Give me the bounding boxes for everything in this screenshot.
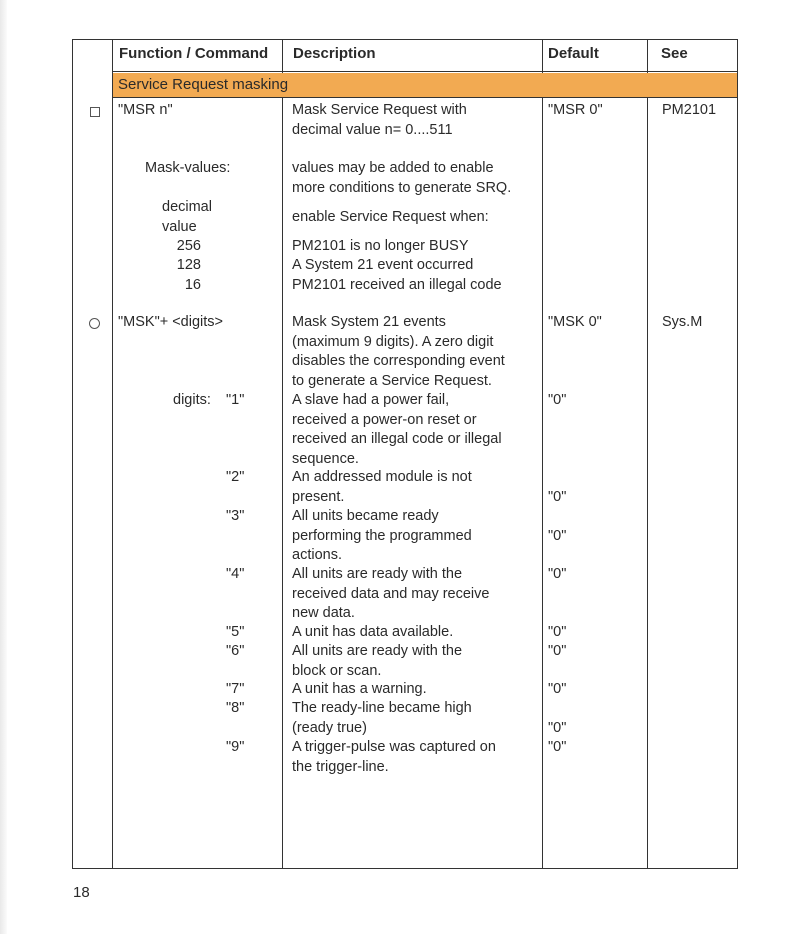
digit-desc: performing the programmed: [292, 527, 472, 544]
column-rule-3: [542, 40, 543, 868]
decimal-value-label: decimal: [162, 199, 212, 215]
digit-key: "7": [226, 681, 245, 697]
mask-value-desc: PM2101 is no longer BUSY: [292, 237, 469, 254]
mask-value: 256: [176, 237, 201, 254]
digit-key: "4": [226, 566, 245, 582]
digit-desc: All units are ready with the: [292, 643, 463, 659]
digits-label: digits:: [173, 392, 211, 408]
header-default: Default: [548, 45, 599, 62]
msr-description-line: Mask Service Request with: [292, 102, 467, 118]
msr-description-line: decimal value n= 0....511: [292, 121, 453, 138]
msr-command: "MSR n": [118, 102, 173, 118]
header-description: Description: [293, 45, 376, 62]
digit-desc: The ready-line became high: [292, 700, 472, 716]
mask-value-desc: PM2101 received an illegal code: [292, 276, 502, 293]
mask-values-desc: values may be added to enable: [292, 160, 494, 176]
digit-key: "2": [226, 469, 245, 485]
mask-values-label: Mask-values:: [145, 160, 231, 176]
digit-desc: All units became ready: [292, 508, 439, 524]
digit-desc: sequence.: [292, 450, 359, 467]
digit-desc: received an illegal code or illegal: [292, 431, 502, 447]
decimal-value-desc: enable Service Request when:: [292, 208, 489, 225]
digit-default: "0": [548, 566, 567, 582]
digit-default: "0": [548, 488, 567, 505]
mask-value: 128: [176, 257, 201, 273]
column-rule-2: [282, 40, 283, 868]
digit-default: "0": [548, 739, 567, 755]
digit-default: "0": [548, 527, 567, 544]
digit-key: "8": [226, 700, 245, 716]
digit-desc: new data.: [292, 605, 355, 621]
header-function: Function / Command: [119, 45, 269, 62]
digit-desc: the trigger-line.: [292, 758, 389, 775]
digit-key: "6": [226, 643, 245, 659]
digit-desc: A trigger-pulse was captured on: [292, 739, 496, 755]
mask-values-desc: more conditions to generate SRQ.: [292, 179, 512, 196]
msk-description-line: disables the corresponding event: [292, 353, 505, 369]
digit-desc: received data and may receive: [292, 585, 490, 602]
digit-desc: received a power-on reset or: [292, 411, 477, 428]
header-see: See: [661, 45, 688, 62]
page-number: 18: [73, 884, 90, 901]
column-rule-4: [647, 40, 648, 868]
section-rule: [112, 97, 737, 98]
digit-default: "0": [548, 719, 567, 736]
msk-command: "MSK"+ <digits>: [118, 314, 223, 330]
msr-default: "MSR 0": [548, 102, 603, 118]
decimal-value-label: value: [162, 218, 197, 235]
mask-value: 16: [184, 276, 201, 293]
digit-key: "3": [226, 508, 245, 524]
msk-description-line: Mask System 21 events: [292, 314, 446, 330]
digit-key: "5": [226, 624, 245, 640]
msk-description-line: to generate a Service Request.: [292, 372, 492, 389]
digit-desc: A unit has data available.: [292, 624, 454, 640]
header-rule: [112, 71, 737, 72]
digit-default: "0": [548, 392, 567, 408]
mask-value-desc: A System 21 event occurred: [292, 257, 474, 273]
msk-description-line: (maximum 9 digits). A zero digit: [292, 333, 494, 350]
digit-default: "0": [548, 643, 567, 659]
section-title: Service Request masking: [118, 76, 289, 93]
msk-default: "MSK 0": [548, 314, 602, 330]
digit-desc: A unit has a warning.: [292, 681, 427, 697]
digit-key: "1": [226, 392, 245, 408]
digit-default: "0": [548, 624, 567, 640]
digit-desc: A slave had a power fail,: [292, 392, 450, 408]
digit-desc: An addressed module is not: [292, 469, 472, 485]
bullet-circle-icon: [89, 318, 100, 329]
msk-see: Sys.M: [662, 314, 703, 330]
column-rule-1: [112, 40, 113, 868]
msr-see: PM2101: [662, 102, 717, 118]
digit-default: "0": [548, 681, 567, 697]
digit-desc: (ready true): [292, 719, 367, 736]
digit-desc: block or scan.: [292, 662, 382, 679]
digit-desc: actions.: [292, 547, 342, 563]
checkbox-square-icon: [90, 107, 100, 117]
digit-desc: All units are ready with the: [292, 566, 463, 582]
digit-desc: present.: [292, 488, 345, 505]
digit-key: "9": [226, 739, 245, 755]
page-edge-shadow: [0, 0, 7, 934]
